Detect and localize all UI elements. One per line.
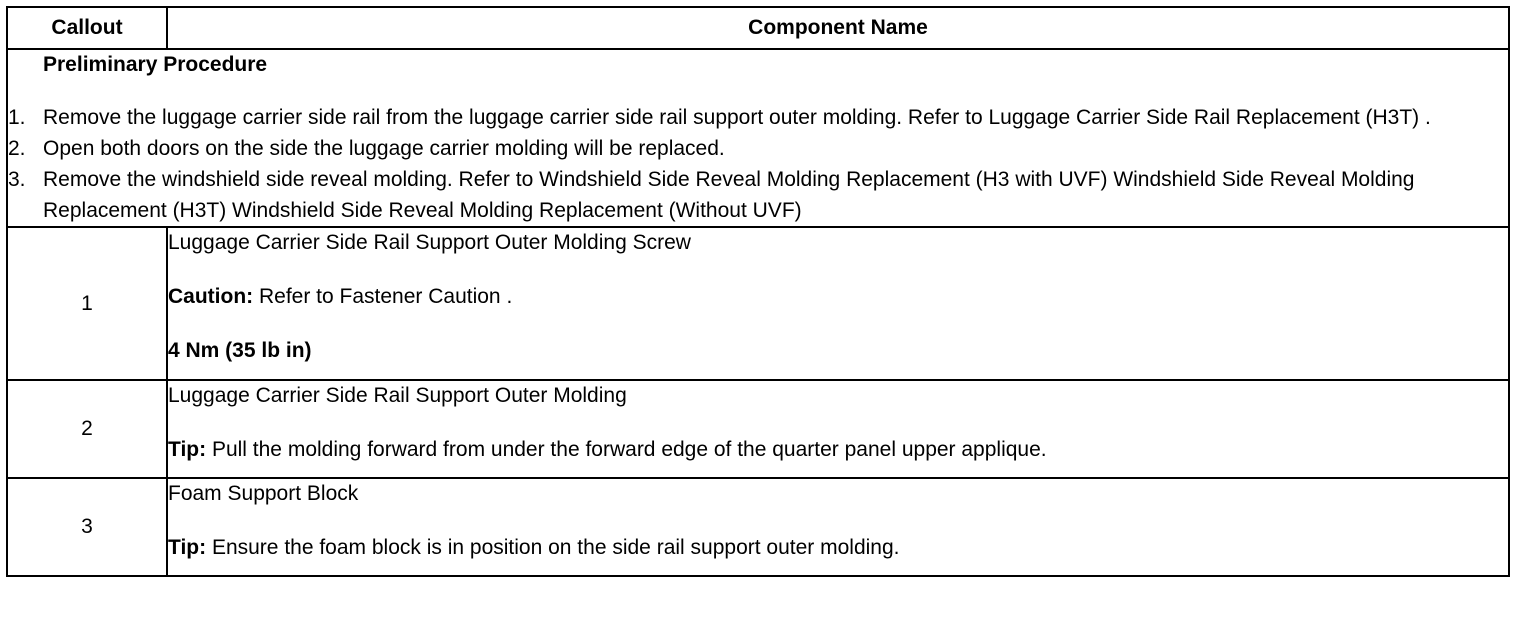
step-text: Remove the windshield side reveal molding. Refer to Windshield Side Reveal Molding Replacement (H3 with UVF) Windshield Side Reveal Molding Replacement (H3T) Windshield Side Reveal Molding Replacement (Without UVF) [43, 168, 1415, 222]
torque-spec: 4 Nm (35 lb in) [168, 339, 312, 362]
step-text: Remove the luggage carrier side rail from the luggage carrier side rail support outer molding. Refer to Luggage Carrier Side Rail Replacement (H3T) . [43, 106, 1431, 129]
component-cell [167, 380, 1509, 478]
component-name: Luggage Carrier Side Rail Support Outer Molding Screw [168, 231, 691, 254]
component-note [168, 435, 1508, 465]
note-label: Tip: [168, 438, 207, 461]
note-text: Pull the molding forward from under the forward edge of the quarter panel upper applique. [206, 438, 1047, 461]
preliminary-title: Preliminary Procedure [43, 53, 268, 76]
step-number: 2. [8, 137, 26, 160]
preliminary-cell [7, 49, 1509, 227]
table-row [7, 478, 1509, 576]
component-name: Foam Support Block [168, 482, 359, 505]
component-cell [167, 478, 1509, 576]
callout-number: 2 [7, 380, 167, 478]
step-number: 1. [8, 106, 26, 129]
preliminary-step [8, 133, 1508, 164]
note-label: Caution: [168, 285, 254, 308]
note-label: Tip: [168, 536, 207, 559]
table-row [7, 227, 1509, 380]
note-text: Refer to Fastener Caution . [253, 285, 513, 308]
component-name: Luggage Carrier Side Rail Support Outer Molding [168, 384, 627, 407]
component-name-header: Component Name [167, 7, 1509, 49]
table-row [7, 380, 1509, 478]
callout-header: Callout [7, 7, 167, 49]
note-text: Ensure the foam block is in position on the side rail support outer molding. [206, 536, 900, 559]
step-number: 3. [8, 168, 26, 191]
component-note [168, 282, 1508, 312]
step-text: Open both doors on the side the luggage carrier molding will be replaced. [43, 137, 725, 160]
preliminary-step [8, 102, 1508, 133]
procedure-table [6, 6, 1510, 577]
component-cell [167, 227, 1509, 380]
component-note [168, 533, 1508, 563]
preliminary-row [7, 49, 1509, 227]
callout-number: 3 [7, 478, 167, 576]
preliminary-steps [8, 102, 1508, 226]
header-row [7, 7, 1509, 49]
callout-number: 1 [7, 227, 167, 380]
preliminary-step [8, 164, 1508, 226]
